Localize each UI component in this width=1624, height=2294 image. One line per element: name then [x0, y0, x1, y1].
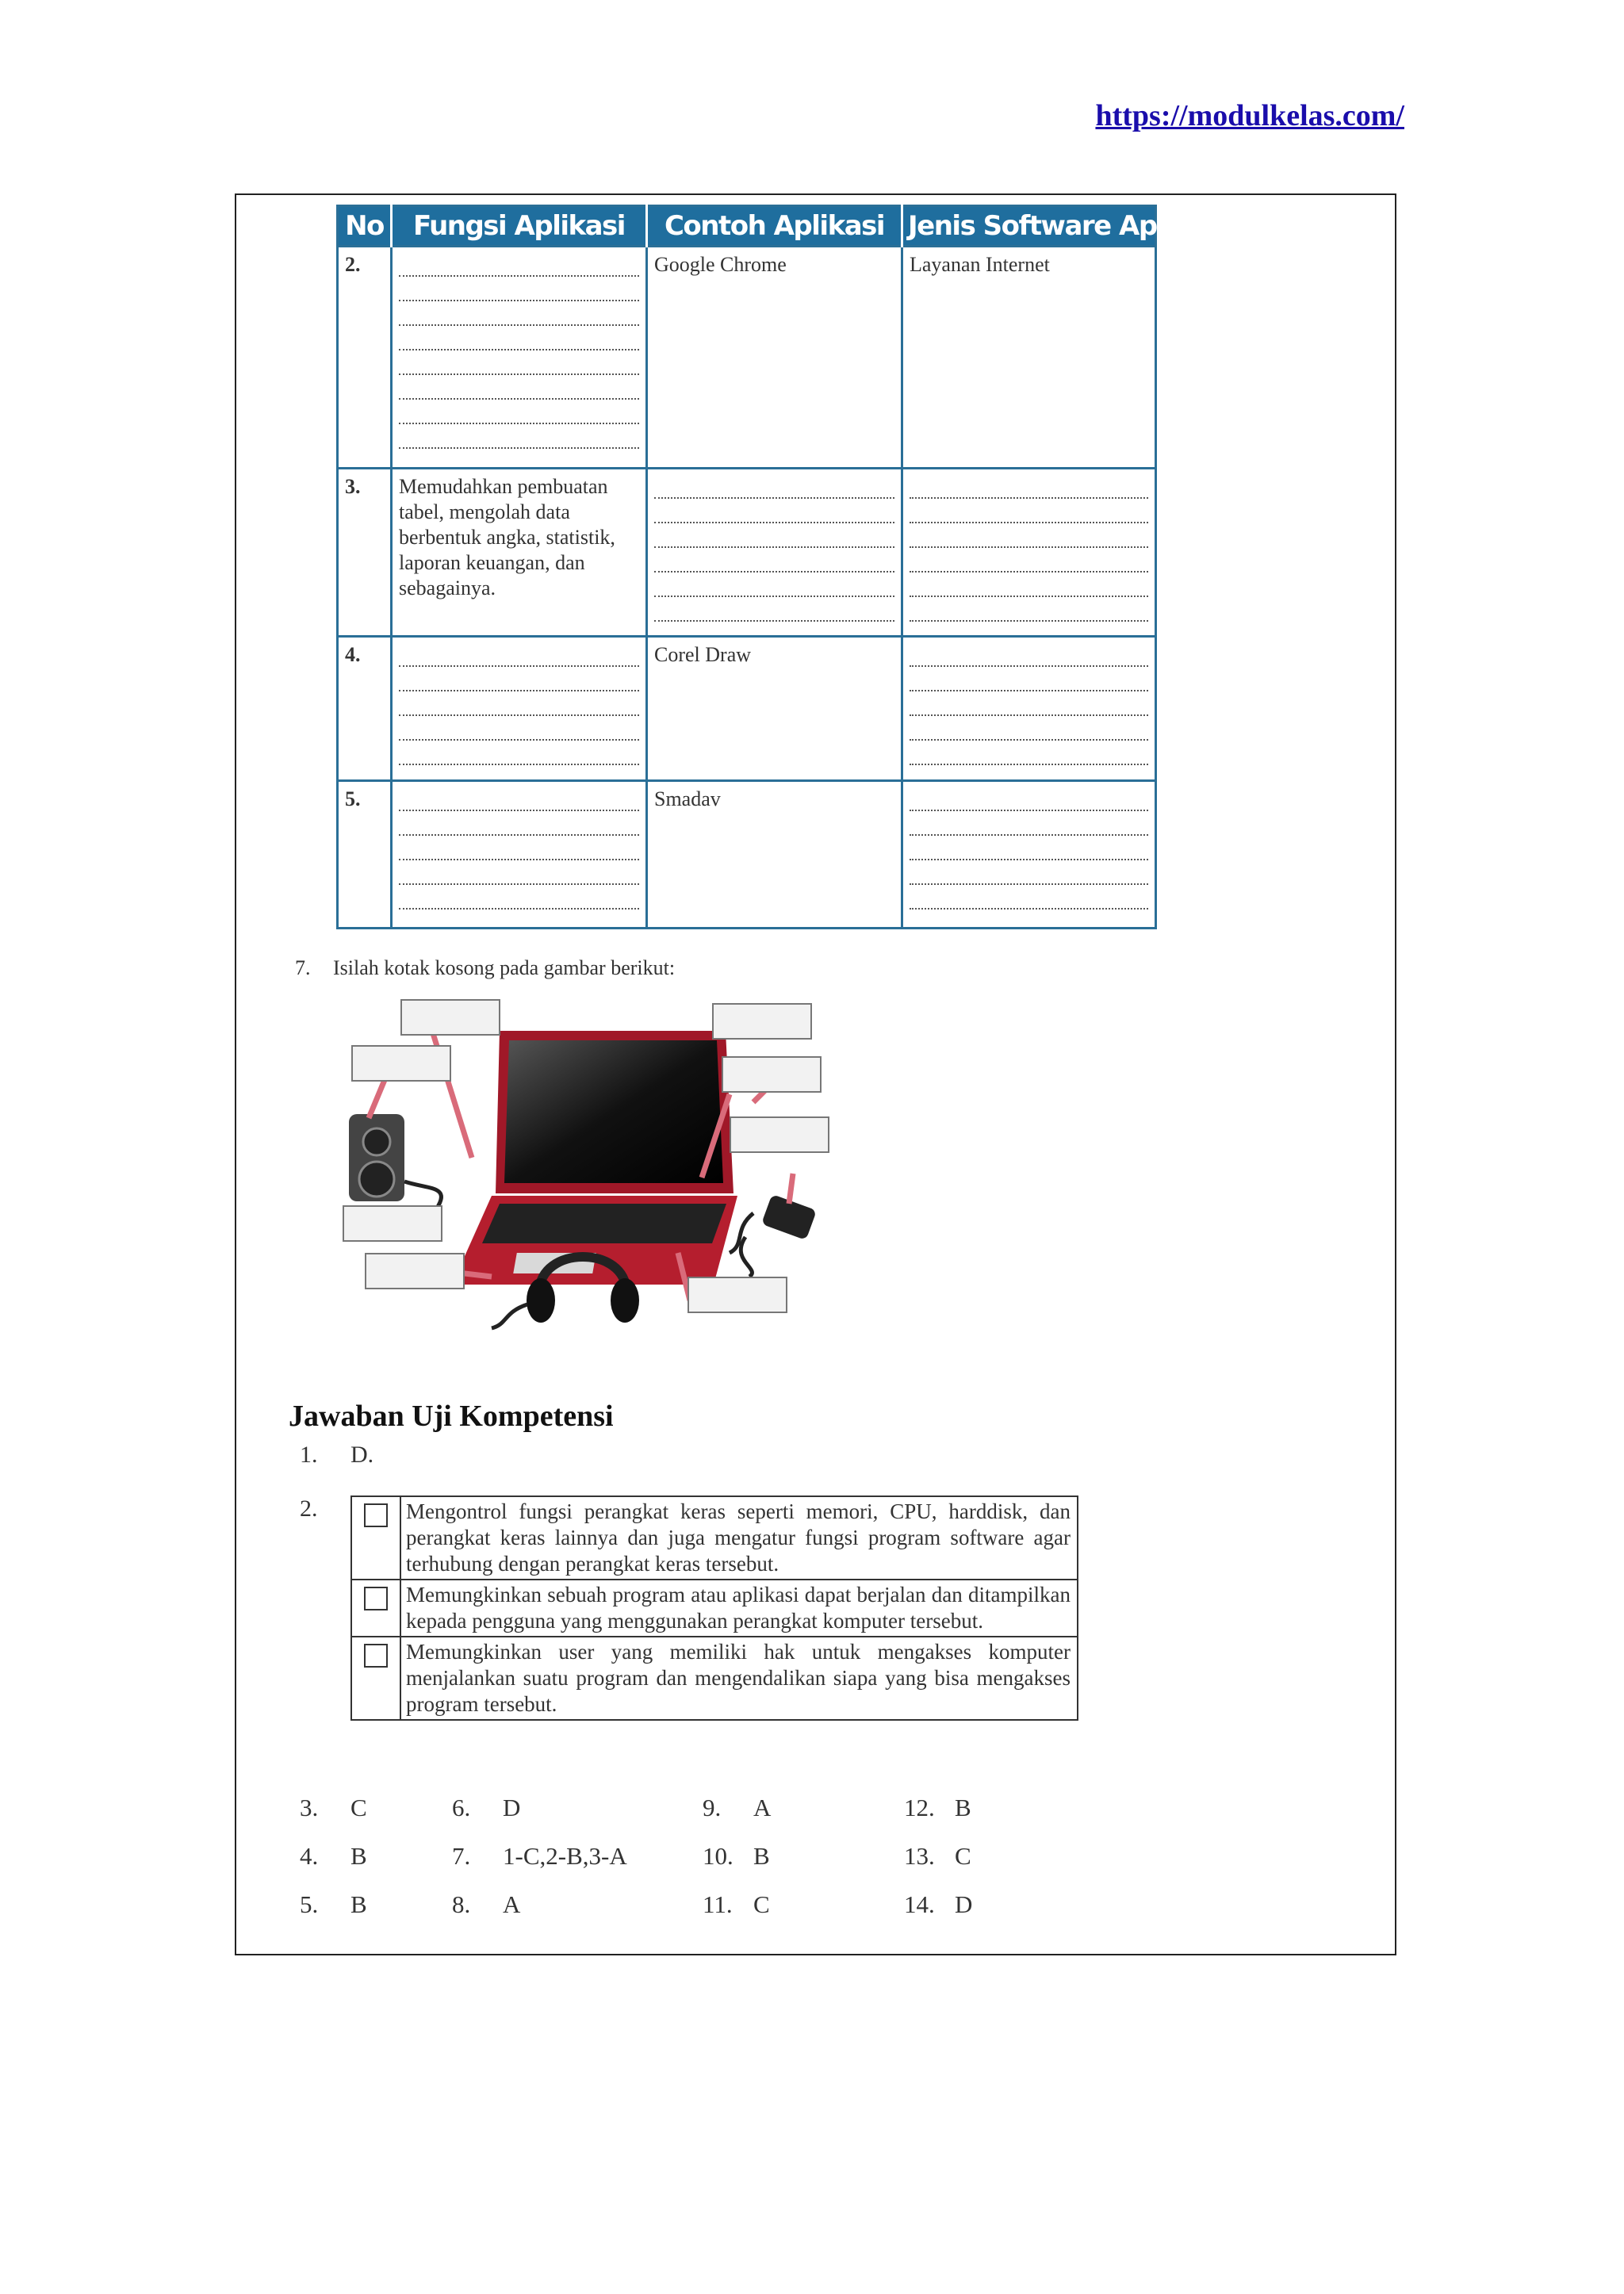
- label-box-3[interactable]: [712, 1003, 812, 1040]
- contoh-blank: [647, 469, 902, 637]
- checkbox[interactable]: [364, 1644, 388, 1668]
- answer-number: 11.: [703, 1890, 733, 1918]
- contoh-cell: Corel Draw: [647, 637, 902, 781]
- answer-value: B: [753, 1842, 770, 1870]
- list-item: [351, 1496, 1078, 1580]
- label-box-1[interactable]: [400, 999, 500, 1036]
- answer-value: B: [350, 1890, 367, 1918]
- answer-number: 12.: [904, 1794, 935, 1821]
- fungsi-blank: [392, 781, 647, 929]
- table-header-row: [338, 206, 1156, 247]
- answer-2-item: Mengontrol fungsi perangkat keras seperti memori, CPU, harddisk, dan perangkat keras lainnya dan juga mengatur fungsi program software agar terhubung dengan perangkat keras tersebut.: [400, 1496, 1078, 1580]
- answer-1-value: D.: [350, 1442, 374, 1468]
- answer-number: 6.: [452, 1794, 471, 1821]
- row-number: 2.: [338, 247, 392, 469]
- table-row: [338, 469, 1156, 637]
- answer-1: [300, 1442, 373, 1469]
- fungsi-blank: [392, 637, 647, 781]
- row-number: 4.: [338, 637, 392, 781]
- answer-number: 5.: [300, 1890, 319, 1918]
- question-7: [295, 956, 675, 980]
- answer-2-item: Memungkinkan sebuah program atau aplikasi dapat berjalan dan ditampilkan kepada pengguna yang menggunakan perangkat komputer tersebut.: [400, 1580, 1078, 1637]
- answer-value: C: [753, 1890, 770, 1918]
- checkbox[interactable]: [364, 1503, 388, 1527]
- answer-number: 9.: [703, 1794, 722, 1821]
- answer-value: D: [503, 1794, 521, 1821]
- list-item: [351, 1580, 1078, 1637]
- table-row: [338, 781, 1156, 929]
- application-table: [336, 205, 1230, 929]
- header-no: No: [338, 206, 392, 247]
- checkbox[interactable]: [364, 1587, 388, 1610]
- answer-2-box: [350, 1496, 1078, 1721]
- answer-value: C: [350, 1794, 367, 1821]
- header-fungsi: Fungsi Aplikasi: [392, 206, 647, 247]
- answer-number: 10.: [703, 1842, 733, 1870]
- answer-number: 3.: [300, 1794, 319, 1821]
- laptop-figure: [333, 991, 841, 1340]
- answer-value: A: [753, 1794, 772, 1821]
- answer-2-number: 2.: [300, 1496, 318, 1522]
- label-box-7[interactable]: [365, 1253, 465, 1289]
- answer-value: C: [955, 1842, 971, 1870]
- answer-2-item: Memungkinkan user yang memiliki hak untuk mengakses komputer menjalankan suatu program dan mengendalikan siapa yang bisa mengakses program tersebut.: [400, 1637, 1078, 1720]
- answer-value: B: [350, 1842, 367, 1870]
- label-box-4[interactable]: [722, 1056, 822, 1093]
- row-number: 3.: [338, 469, 392, 637]
- contoh-cell: Google Chrome: [647, 247, 902, 469]
- answer-1-number: 1.: [300, 1442, 318, 1468]
- table-row: [338, 247, 1156, 469]
- table-row: [338, 637, 1156, 781]
- question-7-number: 7.: [295, 956, 311, 979]
- fungsi-blank: [392, 247, 647, 469]
- list-item: [351, 1637, 1078, 1720]
- answer-number: 7.: [452, 1842, 471, 1870]
- answers-title: Jawaban Uji Kompetensi: [289, 1400, 614, 1433]
- contoh-cell: Smadav: [647, 781, 902, 929]
- row-number: 5.: [338, 781, 392, 929]
- jenis-blank: [902, 469, 1156, 637]
- source-url-link[interactable]: https://modulkelas.com/: [1095, 99, 1404, 132]
- answer-number: 8.: [452, 1890, 471, 1918]
- answer-value: 1-C,2-B,3-A: [503, 1842, 627, 1870]
- label-box-2[interactable]: [351, 1045, 451, 1082]
- label-box-8[interactable]: [688, 1277, 787, 1313]
- answer-value: D: [955, 1890, 973, 1918]
- header-contoh: Contoh Aplikasi: [647, 206, 902, 247]
- jenis-cell: Layanan Internet: [902, 247, 1156, 469]
- answer-number: 13.: [904, 1842, 935, 1870]
- answer-value: A: [503, 1890, 521, 1918]
- jenis-blank: [902, 781, 1156, 929]
- answer-number: 14.: [904, 1890, 935, 1918]
- fungsi-cell: Memudahkan pembuatan tabel, mengolah data berbentuk angka, statistik, laporan keuangan, dan sebagainya.: [392, 469, 647, 637]
- label-box-5[interactable]: [730, 1116, 829, 1153]
- question-7-text: Isilah kotak kosong pada gambar berikut:: [333, 956, 676, 979]
- header-jenis: Jenis Software Aplikasi: [902, 206, 1156, 247]
- label-box-6[interactable]: [343, 1205, 442, 1242]
- answer-value: B: [955, 1794, 971, 1821]
- answer-number: 4.: [300, 1842, 319, 1870]
- jenis-blank: [902, 637, 1156, 781]
